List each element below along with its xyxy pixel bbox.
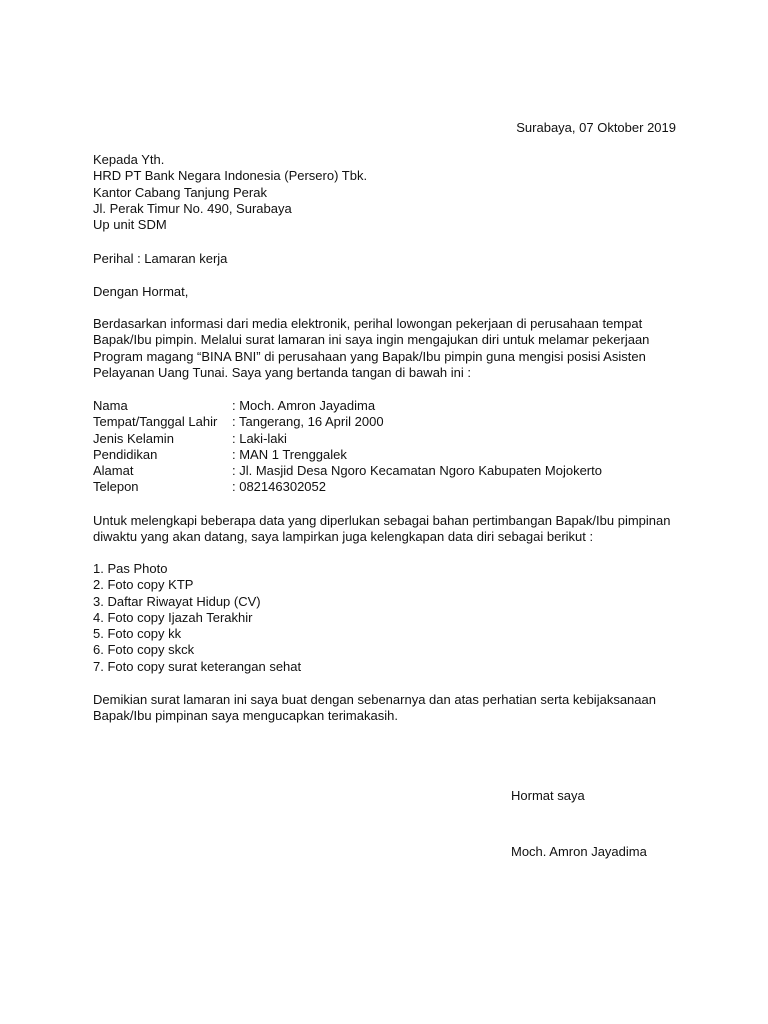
closing-paragraph <box>93 692 683 725</box>
paragraph-line: Pelayanan Uang Tunai. Saya yang bertanda tangan di bawah ini : <box>93 364 471 380</box>
list-item: 7. Foto copy surat keterangan sehat <box>93 658 302 674</box>
list-item: 4. Foto copy Ijazah Terakhir <box>93 609 253 625</box>
attachment-intro-paragraph <box>93 513 683 546</box>
identity-label: Alamat <box>93 463 134 479</box>
paragraph-line: Program magang “BINA BNI” di perusahaan yang Bapak/Ibu pimpin guna mengisi posisi Asisten <box>93 348 646 364</box>
intro-paragraph <box>93 316 683 381</box>
identity-row-gender <box>93 431 683 447</box>
letter-greeting: Dengan Hormat, <box>93 284 189 299</box>
identity-value: : Jl. Masjid Desa Ngoro Kecamatan Ngoro Kabupaten Mojokerto <box>232 463 602 479</box>
recipient-line: Jl. Perak Timur No. 490, Surabaya <box>93 200 292 216</box>
paragraph-line: Untuk melengkapi beberapa data yang diperlukan sebagai bahan pertimbangan Bapak/Ibu pimpinan <box>93 513 671 528</box>
paragraph-line: diwaktu yang akan datang, saya lampirkan juga kelengkapan data diri sebagai berikut : <box>93 529 594 545</box>
list-item: 3. Daftar Riwayat Hidup (CV) <box>93 593 261 609</box>
paragraph-line: Demikian surat lamaran ini saya buat dengan sebenarnya dan atas perhatian serta kebijaksanaan <box>93 692 656 707</box>
list-item: 5. Foto copy kk <box>93 626 182 642</box>
identity-value: : Laki-laki <box>232 430 287 446</box>
identity-value: : Moch. Amron Jayadima <box>232 398 376 413</box>
identity-label: Tempat/Tanggal Lahir <box>93 414 218 430</box>
identity-row-nama <box>93 398 683 414</box>
list-item: 6. Foto copy skck <box>93 642 195 658</box>
identity-row-education <box>93 447 683 463</box>
recipient-address <box>93 152 683 233</box>
identity-row-address <box>93 463 683 479</box>
identity-row-ttl <box>93 414 683 430</box>
identity-row-phone <box>93 479 683 495</box>
identity-table <box>93 398 683 496</box>
identity-label: Jenis Kelamin <box>93 430 174 446</box>
list-item: 2. Foto copy KTP <box>93 577 194 593</box>
list-item: 1. Pas Photo <box>93 561 168 576</box>
recipient-line: Kantor Cabang Tanjung Perak <box>93 184 267 200</box>
letter-subject: Perihal : Lamaran kerja <box>93 251 228 266</box>
letter-date: Surabaya, 07 Oktober 2019 <box>516 120 676 135</box>
letter-signoff: Hormat saya <box>511 788 585 803</box>
identity-label: Pendidikan <box>93 446 158 462</box>
paragraph-line: Bapak/Ibu pimpin. Melalui surat lamaran ini saya ingin mengajukan diri untuk melamar pekerjaan <box>93 332 650 348</box>
recipient-line: Kepada Yth. <box>93 152 165 167</box>
identity-value: : MAN 1 Trenggalek <box>232 446 347 462</box>
identity-label: Telepon <box>93 479 139 495</box>
recipient-line: HRD PT Bank Negara Indonesia (Persero) Tbk. <box>93 168 368 184</box>
signer-name: Moch. Amron Jayadima <box>511 844 647 859</box>
attachment-list <box>93 561 683 675</box>
recipient-line: Up unit SDM <box>93 217 167 233</box>
identity-value: : Tangerang, 16 April 2000 <box>232 414 384 430</box>
identity-value: : 082146302052 <box>232 479 326 495</box>
paragraph-line: Berdasarkan informasi dari media elektronik, perihal lowongan pekerjaan di perusahaan tempat <box>93 316 643 331</box>
identity-label: Nama <box>93 398 128 413</box>
paragraph-line: Bapak/Ibu pimpinan saya mengucapkan terimakasih. <box>93 708 398 724</box>
